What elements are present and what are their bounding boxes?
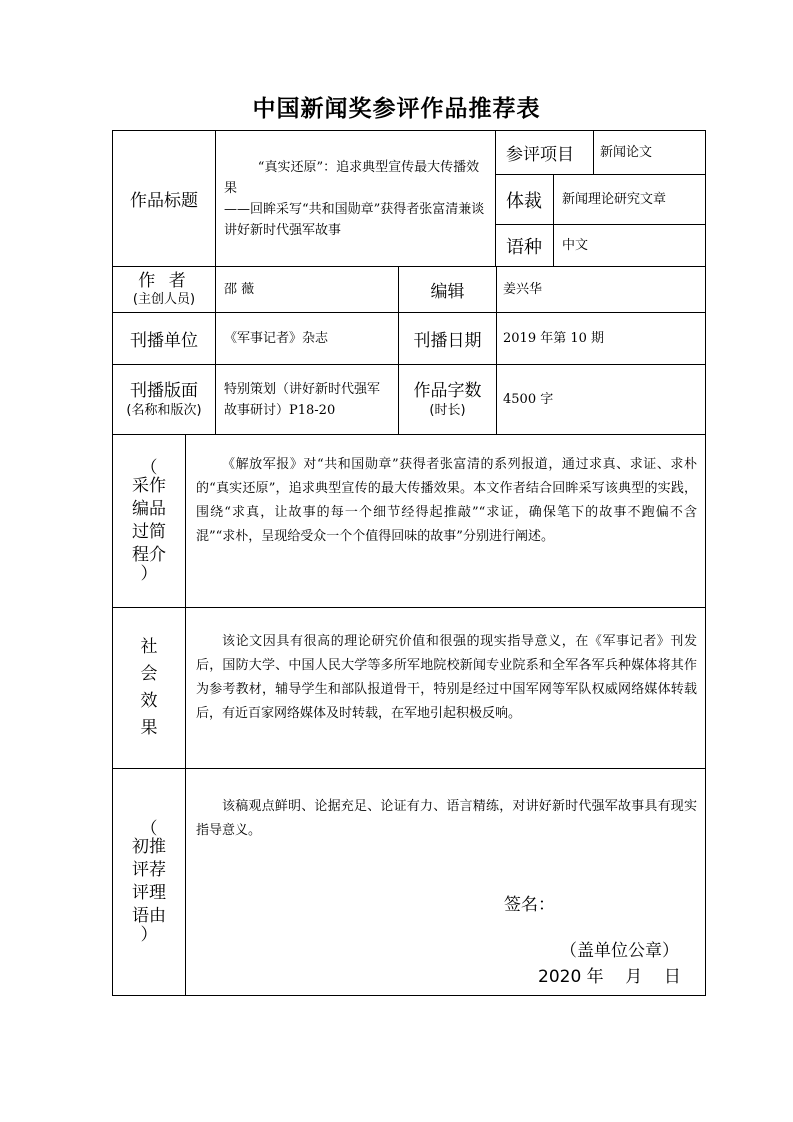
section-sublabel: (名称和版次) [126,402,202,418]
review-text-cell [186,769,705,859]
work-title-value [216,131,495,266]
review-text: 该稿观点鲜明、论据充足、论证有力、语言精练，对讲好新时代强军故事具有现实指导意义。 [196,799,697,838]
genre-value: 新闻理论研究文章 [562,192,667,207]
process-label: 采作编品过简程介 [132,476,166,565]
review-date: 2020 年 月 日 [538,967,681,987]
section-label-cell [113,365,215,434]
publisher-label: 刊播单位 [130,331,198,351]
category-value: 新闻论文 [600,145,653,160]
work-title-line2: ——回眸采写“共和国勋章”获得者张富清兼谈讲好新时代强军故事 [224,201,485,238]
category-label: 参评项目 [506,145,574,165]
work-title-label: 作品标题 [130,191,198,211]
work-title-line1: “真实还原”：追求典型宣传最大传播效果 [224,159,480,196]
process-text: 《解放军报》对“共和国勋章”获得者张富清的系列报道，通过求真、求证、求朴的“真实还原”，追求典型宣传的最大传播效果。本文作者结合回眸采写该典型的实践，围绕“求真，让故事的每一个细节经得起推敲”“求证，确保笔下的故事不跑偏不含混”“求朴，呈现给受众一个个值得回味的故事”分别进行阐述。 [196,457,697,544]
document-title: 中国新闻奖参评作品推荐表 [252,96,541,122]
review-label: 初推评荐评理语由 [132,837,166,926]
language-value: 中文 [562,238,589,253]
seal-note: （盖单位公章） [560,941,679,961]
word-count-label-cell [399,365,496,434]
word-count-sublabel: (时长) [429,402,466,418]
recommendation-table [112,130,706,996]
process-text-cell [186,435,705,607]
review-label-cell [113,769,185,995]
word-count-label: 作品字数 [413,380,482,401]
effect-label-cell [113,608,185,768]
signature-label: 签名： [504,895,555,915]
genre-label: 体裁 [506,190,542,212]
author-value: 邵 薇 [224,282,255,297]
effect-label: 社会效果 [140,637,158,738]
publisher-value: 《军事记者》杂志 [224,331,329,346]
section-label: 刊播版面 [130,380,198,401]
effect-text: 该论文因具有很高的理论研究价值和很强的现实指导意义，在《军事记者》刊发后，国防大学、中国人民大学等多所军地院校新闻专业院系和全军各军兵种媒体将其作为参考教材，辅导学生和部队报道骨干，特别是经过中国军网等军队权威网络媒体转载后，有近百家网络媒体及时转载，在军地引起积极反响。 [196,634,697,721]
review-label-open: （ [140,819,158,839]
process-label-open: （ [140,458,158,478]
process-label-cell [113,435,185,607]
publish-date-label: 刊播日期 [413,331,482,351]
author-label: 作 者 [138,270,190,291]
effect-text-cell [186,608,705,768]
editor-label: 编辑 [430,282,465,302]
editor-value: 姜兴华 [503,282,543,297]
review-label-close: ） [140,925,158,945]
author-sublabel: (主创人员) [132,291,196,307]
author-label-cell [113,267,215,312]
section-value: 特别策划（讲好新时代强军故事研讨）P18-20 [224,381,381,418]
word-count-value: 4500 字 [503,392,554,407]
language-label: 语种 [506,236,542,258]
process-label-close: ） [140,564,158,584]
publish-date-value: 2019 年第 10 期 [503,331,605,346]
